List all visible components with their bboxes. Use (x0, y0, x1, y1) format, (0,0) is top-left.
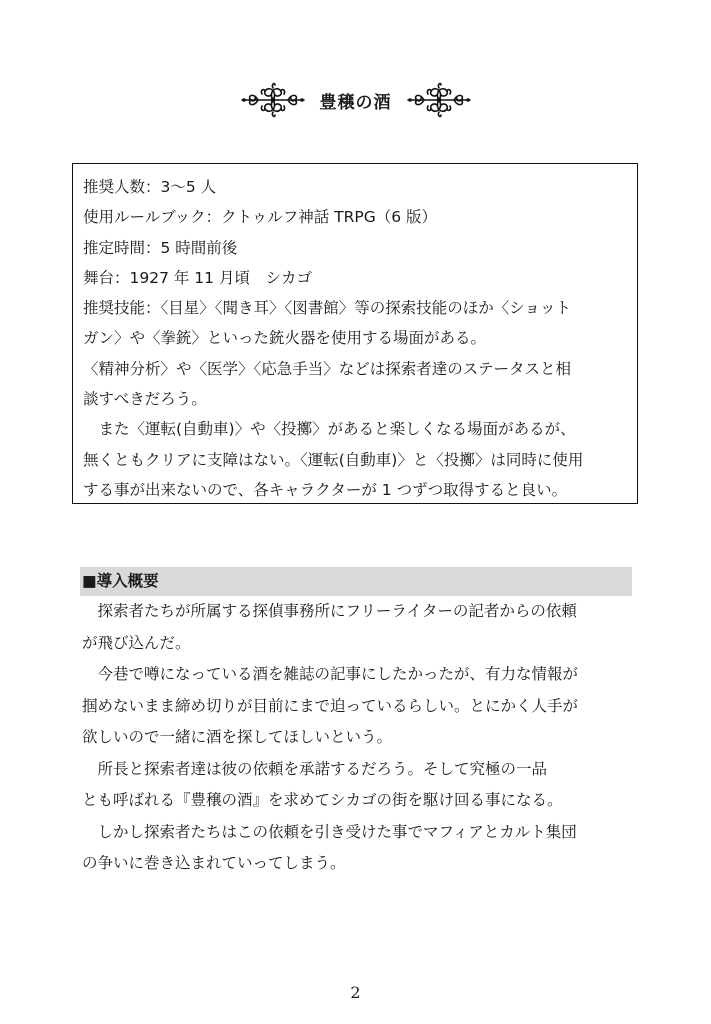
body-line: しかし探索者たちはこの依頼を引き受けた事でマフィアとカルト集団 (82, 822, 577, 841)
section-body (82, 596, 642, 880)
info-line: ガン〉や〈拳銃〉といった銃火器を使用する場面がある。 (83, 329, 487, 348)
body-line: 所長と探索者達は彼の依頼を承諾するだろう。そして究極の一品 (82, 759, 548, 778)
info-line: 推定時間：5 時間前後 (83, 238, 238, 257)
body-line: の争いに巻き込まれていってしまう。 (82, 854, 346, 872)
body-line: とも呼ばれる『豊穣の酒』を求めてシカゴの街を駆け回る事になる。 (82, 791, 563, 809)
body-line: が飛び込んだ。 (82, 633, 191, 652)
info-line: 談すべきだろう。 (83, 390, 207, 409)
body-line: 今巷で噂になっている酒を雑誌の記事にしたかったが、有力な情報が (82, 665, 579, 683)
floral-ornament-icon (406, 80, 472, 120)
body-line: 掴めないまま締め切りが目前にまで迫っているらしい。とにかく人手が (82, 696, 579, 715)
page-title: 豊穣の酒 (319, 92, 392, 113)
body-line: 欲しいので一緒に酒を探してほしいという。 (82, 728, 393, 746)
info-line: 舞台：1927 年 11 月頃 シカゴ (83, 268, 312, 287)
floral-ornament-icon (240, 80, 306, 120)
info-line: また〈運転(自動車)〉や〈投擲〉があると楽しくなる場面があるが、 (83, 420, 576, 439)
info-line: 推奨技能：〈目星〉〈聞き耳〉〈図書館〉等の探索技能のほか〈ショット (83, 299, 571, 318)
info-line: 使用ルールブック：クトゥルフ神話 TRPG（6 版） (83, 208, 438, 227)
info-line: 〈精神分析〉や〈医学〉〈応急手当〉などは探索者達のステータスと相 (83, 359, 571, 378)
info-line: する事が出来ないので、各キャラクターが 1 つずつ取得すると良い。 (83, 480, 568, 499)
title-row (0, 78, 711, 122)
info-line: 推奨人数：3〜5 人 (83, 178, 217, 196)
page-number: 2 (350, 983, 361, 1002)
body-line: 探索者たちが所属する探偵事務所にフリーライターの記者からの依頼 (82, 602, 577, 620)
scenario-info-box (72, 163, 638, 504)
section-heading: ■導入概要 (80, 567, 632, 596)
info-line: 無くともクリアに支障はない。〈運転(自動車)〉と〈投擲〉は同時に使用 (83, 450, 584, 469)
